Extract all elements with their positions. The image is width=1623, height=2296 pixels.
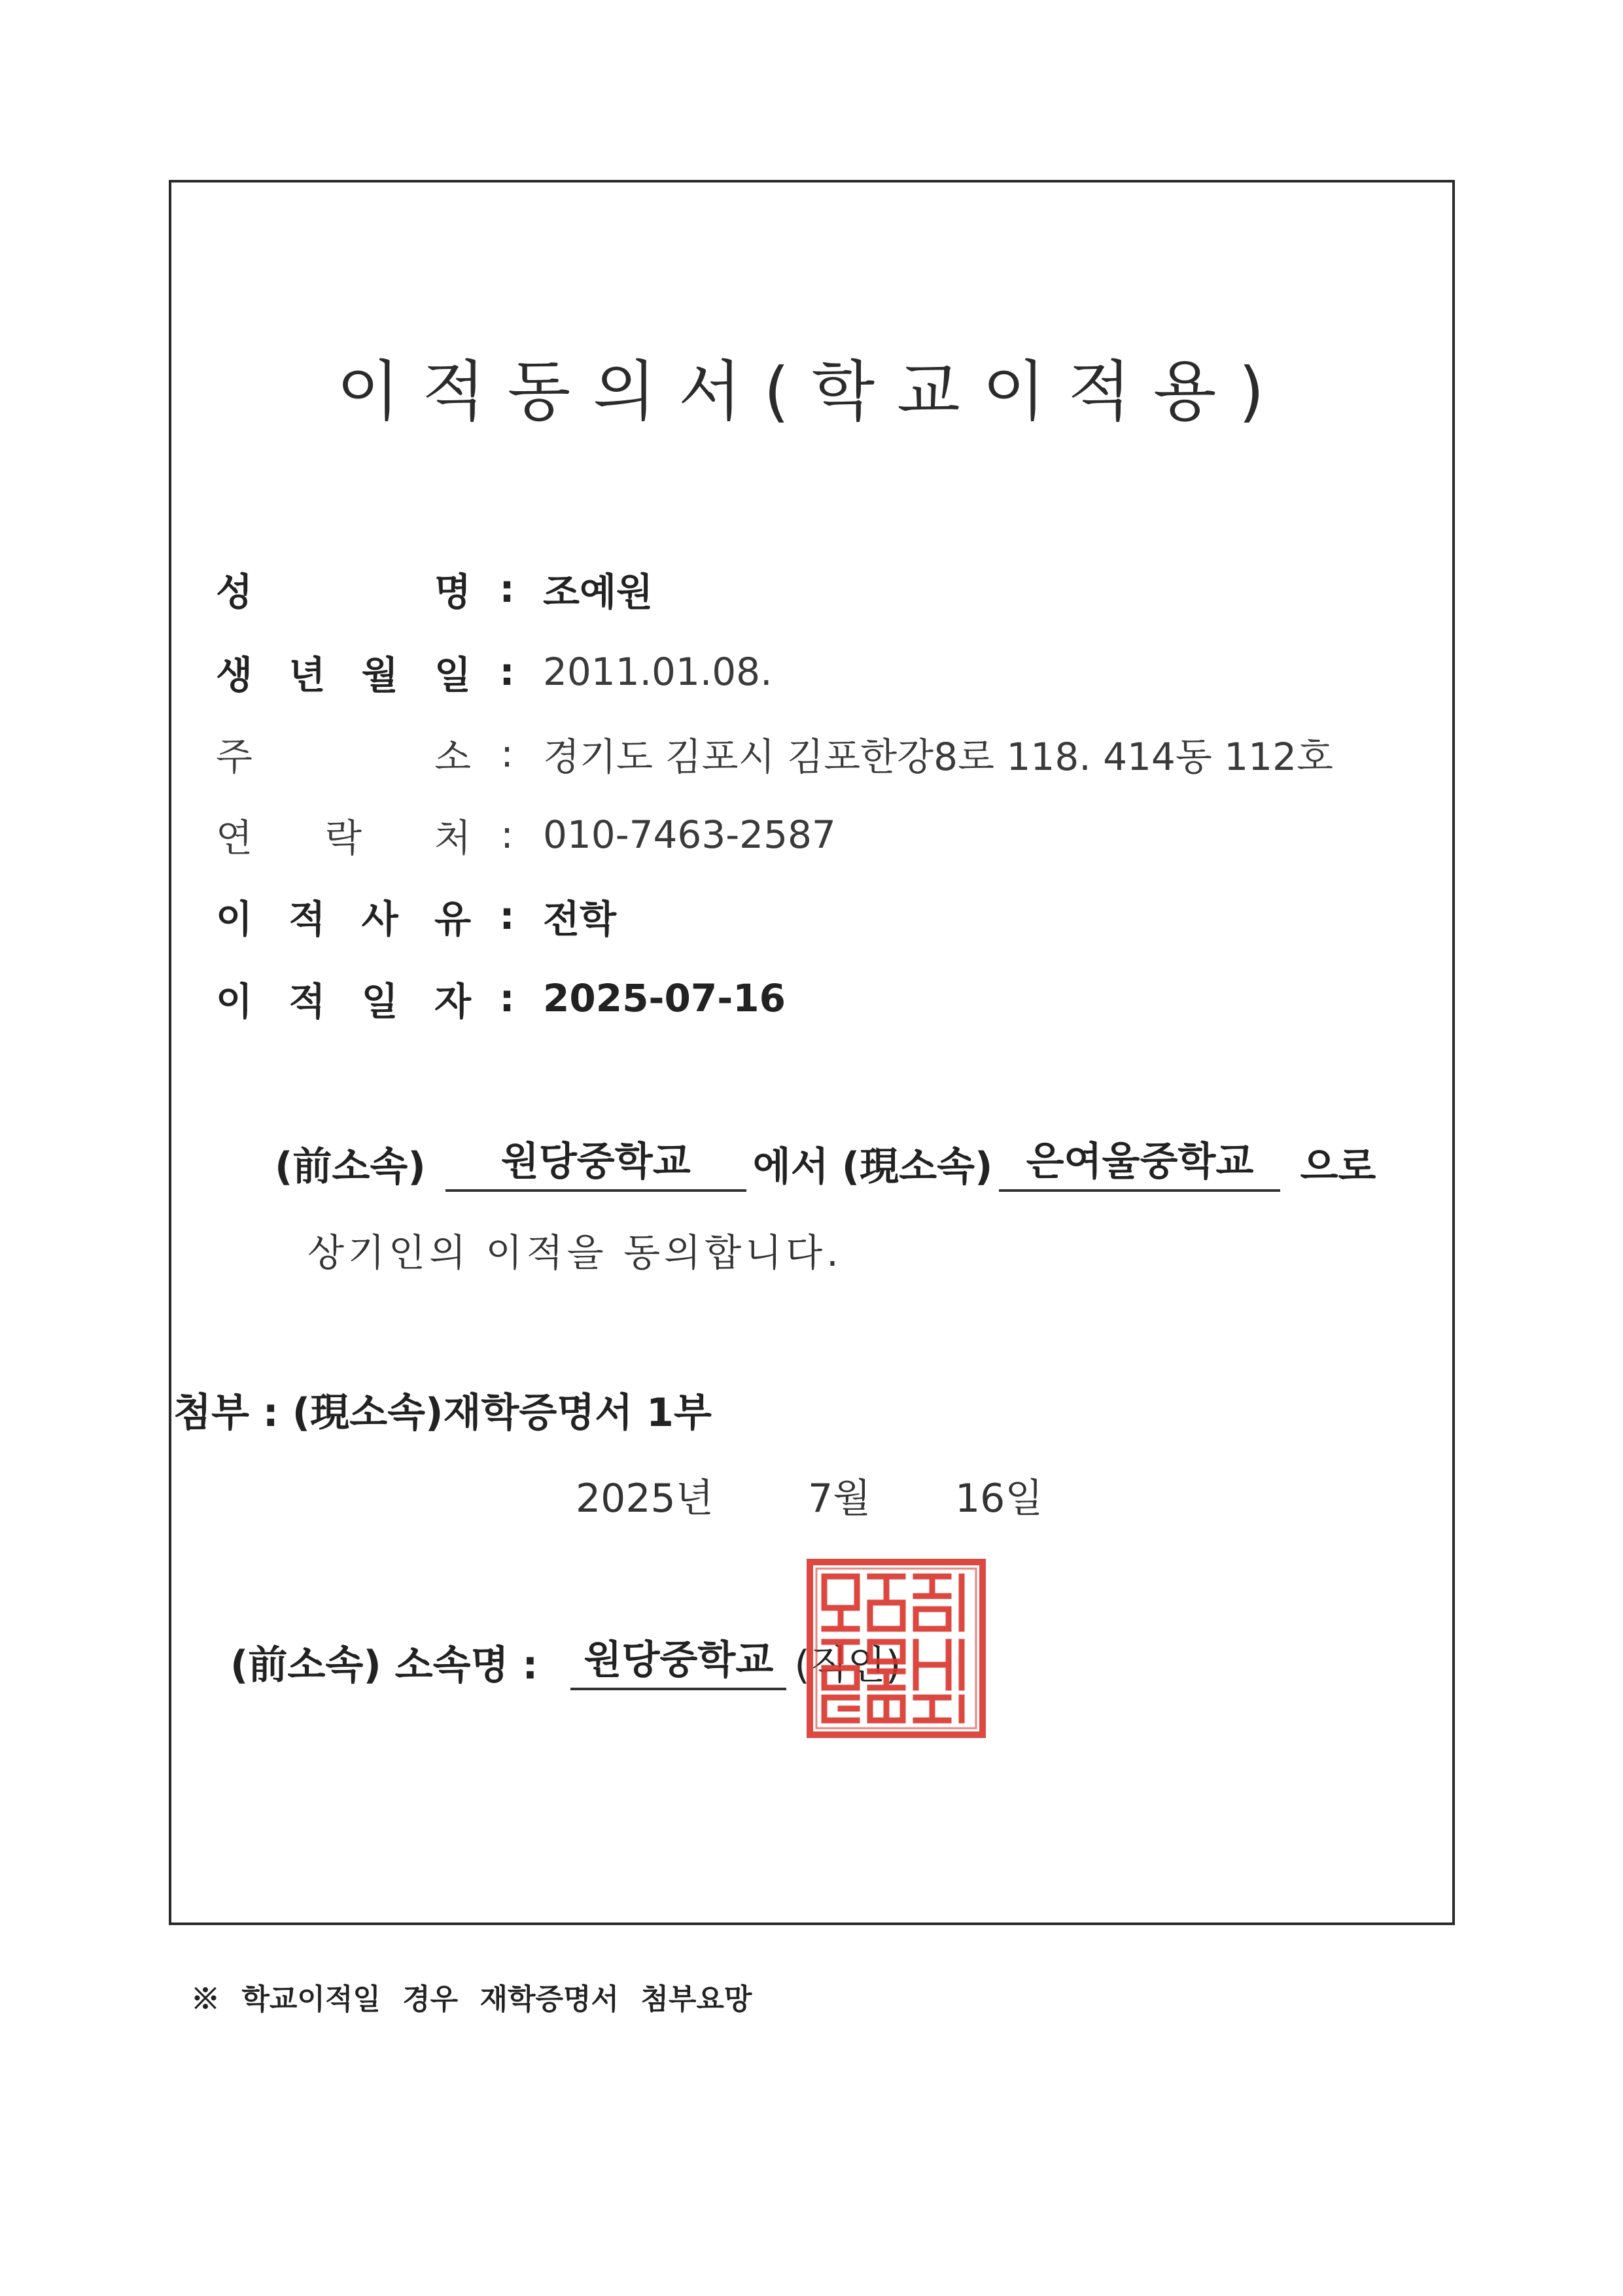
field-value: 경기도 김포시 김포한강8로 118. 414동 112호 [543, 735, 1333, 779]
field-label: 연 락 처 [216, 816, 471, 860]
field-contact: 연 락 처 : 010-7463-2587 [216, 809, 836, 861]
official-seal-icon [805, 1557, 988, 1740]
field-value: 조예원 [543, 570, 654, 614]
footer-note: ※ 학교이적일 경우 재학증명서 첨부요망 [191, 1983, 752, 2016]
field-name: 성 명 : 조예원 [216, 563, 653, 615]
date-day: 16일 [955, 1476, 1043, 1522]
field-value: 전학 [543, 897, 617, 941]
field-label: 성 명 [216, 570, 471, 614]
attachment-note: 첨부 : (現소속)재학증명서 1부 [173, 1390, 712, 1436]
from-word: 에서 [752, 1144, 829, 1190]
field-birthdate: 생 년 월 일 : 2011.01.08. [216, 646, 773, 698]
field-transfer-date: 이 적 일 자 : 2025-07-16 [216, 972, 786, 1024]
signature-line [230, 1629, 901, 1690]
field-value: 2011.01.08. [543, 650, 773, 694]
signature-label: (前소속) 소속명 : [230, 1643, 538, 1688]
prev-affiliation-label: (前소속) [275, 1144, 426, 1190]
seal-note: (직인) [794, 1643, 901, 1688]
field-reason: 이 적 사 유 : 전학 [216, 890, 616, 942]
to-word: 으로 [1300, 1144, 1376, 1190]
field-address: 주 소 : 경기도 김포시 김포한강8로 118. 414동 112호 [216, 727, 1333, 780]
curr-affiliation-label: (現소속) [841, 1144, 993, 1190]
field-label: 생 년 월 일 [216, 653, 471, 697]
field-value: 2025-07-16 [543, 976, 786, 1020]
field-label: 이 적 일 자 [216, 979, 471, 1024]
document-title: 이적동의서(학교이적용) [336, 353, 1287, 430]
prev-school: 원당중학교 [445, 1130, 746, 1192]
field-label: 주 소 [216, 735, 471, 779]
signature-school: 원당중학교 [570, 1629, 786, 1690]
curr-school: 은여울중학교 [999, 1130, 1280, 1192]
date-year: 2025년 [576, 1476, 714, 1522]
agreement-text: 상기인의 이적을 동의합니다. [307, 1230, 843, 1275]
field-label: 이 적 사 유 [216, 897, 471, 941]
field-value: 010-7463-2587 [543, 812, 836, 857]
transfer-statement [275, 1130, 1376, 1192]
date-month: 7월 [808, 1476, 871, 1522]
